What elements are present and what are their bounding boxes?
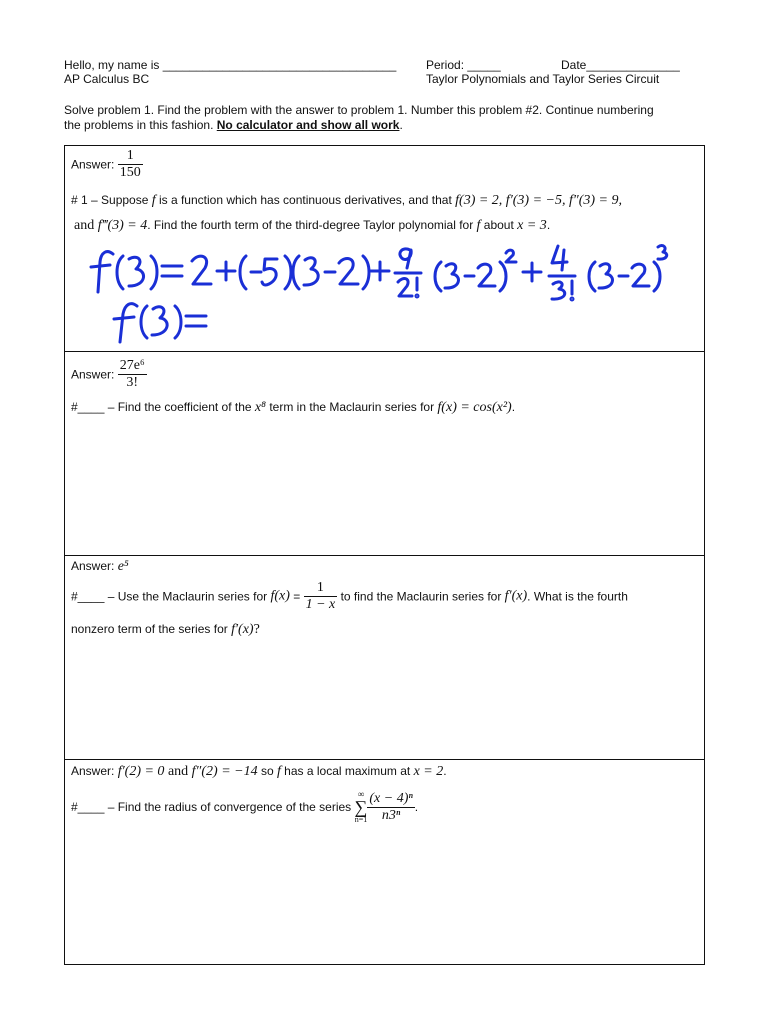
answer-label: Answer: [71, 764, 115, 778]
answer-row-2 [71, 358, 147, 391]
problem-text: – Find the radius of convergence of the series [104, 800, 355, 814]
problem-4-text [71, 790, 418, 824]
problem-text: nonzero term of the series for [71, 622, 232, 636]
problem-box-4 [64, 759, 705, 965]
math-fpx: f′(x) [504, 588, 528, 604]
period-line[interactable]: Period: _____ [426, 58, 501, 72]
problem-text: term in the Maclaurin series for [266, 400, 438, 414]
course-name: AP Calculus BC [64, 72, 150, 86]
answer-numerator: 1 [126, 148, 134, 163]
math-equals: = [289, 589, 304, 604]
math-fpx: f′(x) [231, 622, 254, 637]
problem-text: is a function which has continuous derivatives, and that [155, 193, 456, 207]
math-f: f [276, 764, 281, 779]
problem-text: . Find the fourth term of the third-degree Taylor polynomial for [147, 218, 477, 232]
date-line[interactable]: Date______________ [561, 58, 680, 72]
math-fprime: f′(2) = 0 [117, 764, 165, 779]
answer-label: Answer: [71, 367, 115, 382]
series-denominator: n3ⁿ [367, 807, 414, 824]
name-line[interactable]: Hello, my name is ___________________________________ [64, 58, 397, 72]
answer-text: so [257, 764, 277, 778]
problem-number[interactable]: #____ [71, 589, 105, 604]
period: . [546, 218, 551, 232]
problem-number[interactable]: #____ [71, 800, 105, 814]
answer-row-4 [71, 764, 447, 780]
answer-text: has a local maximum at [280, 764, 414, 778]
math-condition-4: f‴(3) = 4 [97, 218, 148, 233]
math-conditions: f(3) = 2, f′(3) = −5, f″(3) = 9, [455, 193, 622, 208]
instructions-line2 [64, 118, 403, 132]
math-f: f [476, 218, 481, 233]
problem-box-3 [64, 555, 705, 760]
answer-label: Answer: [71, 559, 115, 573]
problem-text: about [480, 218, 518, 232]
problem-number[interactable]: #____ [71, 400, 105, 414]
handwritten-work [65, 146, 704, 351]
math-fraction [304, 580, 338, 613]
series-numerator: (x − 4)ⁿ [369, 790, 413, 806]
problem-text: – Find the coefficient of the [104, 400, 255, 414]
math-center: x = 3 [517, 218, 547, 233]
problem-text: . What is the fourth [527, 589, 628, 604]
answer-fraction [118, 358, 147, 391]
problem-box-2 [64, 351, 705, 556]
answer-value: e⁵ [117, 559, 129, 574]
series-fraction [367, 791, 414, 824]
answer-denominator: 150 [119, 165, 141, 180]
math-and: and [164, 764, 192, 779]
math-x8: x⁸ [254, 400, 267, 415]
sum-lower: n=1 [354, 815, 368, 824]
math-x: x = 2 [413, 764, 444, 779]
answer-row-3 [71, 559, 129, 575]
fraction-numerator: 1 [316, 580, 324, 595]
page-title: Taylor Polynomials and Taylor Series Circuit [426, 72, 660, 86]
question-mark: ? [253, 622, 260, 637]
period: . [443, 764, 447, 778]
instructions-end: . [399, 118, 403, 132]
problem-3-text-line2 [71, 622, 260, 638]
period: . [414, 800, 419, 814]
answer-denominator: 3! [118, 374, 147, 391]
math-function: f(x) = cos(x²) [437, 400, 512, 415]
problem-box-1 [64, 145, 705, 352]
answer-numerator: 27e⁶ [119, 358, 145, 373]
answer-label: Answer: [71, 157, 115, 172]
problem-2-text [71, 400, 515, 416]
problem-3-text [71, 580, 628, 613]
problem-text: – Use the Maclaurin series for [104, 589, 271, 604]
instructions-text: the problems in this fashion. [64, 118, 217, 132]
instructions-emphasis: No calculator and show all work [216, 118, 400, 132]
math-and: and [74, 218, 98, 233]
period: . [511, 400, 516, 414]
sum-upper: ∞ [357, 789, 365, 799]
problem-number: # 1 – Suppose [71, 193, 152, 207]
problem-text: to find the Maclaurin series for [337, 589, 505, 604]
summation [355, 790, 368, 824]
sigma-symbol: ∑ [354, 797, 368, 817]
math-f: f [151, 193, 156, 208]
math-fx: f(x) [270, 588, 290, 604]
instructions-line1: Solve problem 1. Find the problem with the answer to problem 1. Number this problem #2. Continue numbering [64, 103, 654, 117]
fraction-denominator: 1 − x [305, 597, 336, 612]
math-fdoubleprime: f″(2) = −14 [191, 764, 258, 779]
